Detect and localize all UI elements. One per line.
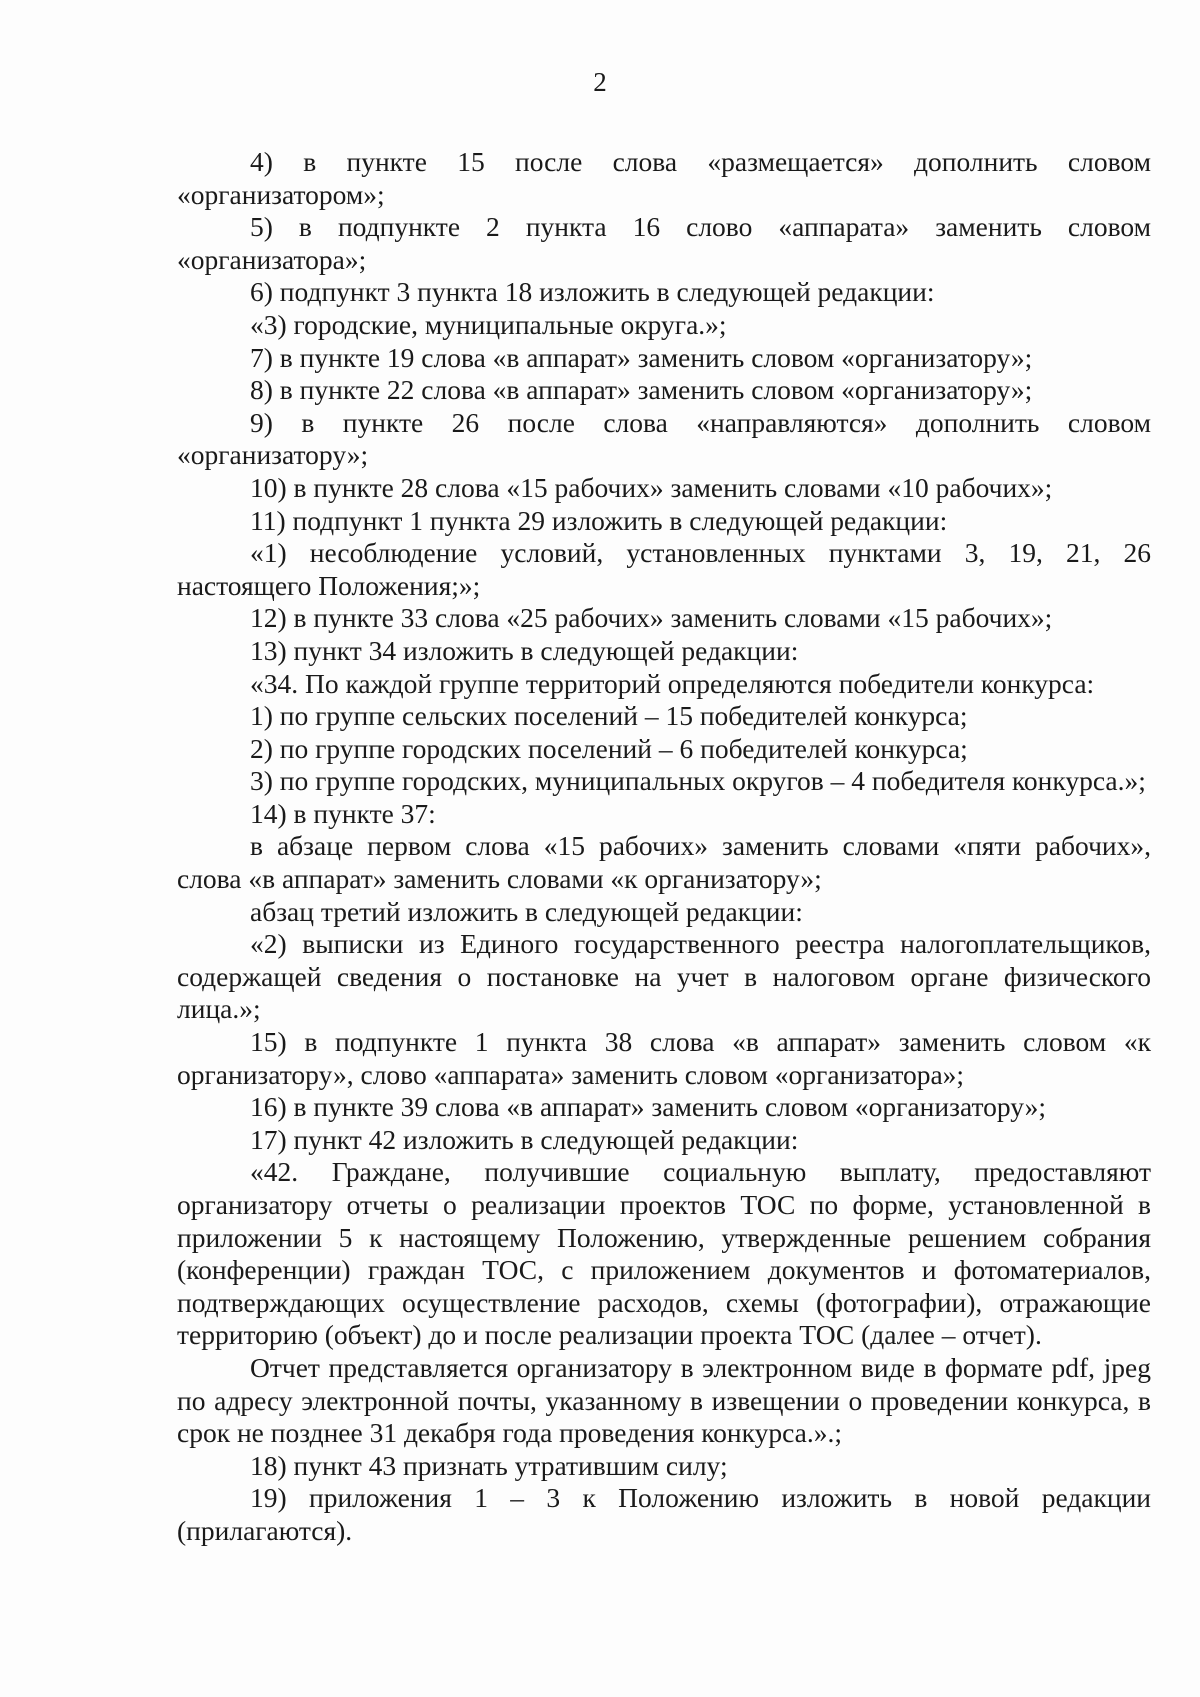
paragraph: «2) выписки из Единого государственного реестра налогоплательщиков, содержащей сведения о постановке на учет в налоговом органе физического лица.»; — [177, 928, 1151, 1025]
paragraph: 3) по группе городских, муниципальных округов – 4 победителя конкурса.»; — [250, 765, 1146, 797]
paragraph: Отчет представляется организатору в электронном виде в формате pdf, jpeg по адресу электронной почты, указанному в извещении о проведении конкурса, в срок не позднее 31 декабря года проведения конкурса.».; — [177, 1351, 1151, 1449]
paragraph: 19) приложения 1 – 3 к Положению изложить в новой редакции (прилагаются). — [177, 1482, 1151, 1546]
paragraph: 14) в пункте 37: — [250, 797, 436, 829]
paragraph: 15) в подпункте 1 пункта 38 слова «в аппарат» заменить словом «к организатору», слово «аппарата» заменить словом «организатора»; — [177, 1026, 1151, 1090]
paragraph: 8) в пункте 22 слова «в аппарат» заменить словом «организатору»; — [250, 374, 1033, 406]
paragraph: в абзаце первом слова «15 рабочих» заменить словами «пяти рабочих», слова «в аппарат» заменить словами «к организатору»; — [177, 830, 1151, 895]
paragraph: 1) по группе сельских поселений – 15 победителей конкурса; — [250, 700, 968, 732]
paragraph: «3) городские, муниципальные округа.»; — [250, 308, 727, 340]
paragraph: «42. Граждане, получившие социальную выплату, предоставляют организатору отчеты о реализации проектов ТОС по форме, установленной в приложении 5 к настоящему Положению, утвержденные решением собрания (конференции) граждан ТОС, с приложением документов и фотоматериалов, подтверждающих осуществление расходов, схемы (фотографии), отражающие территорию (объект) до и после реализации проекта ТОС (далее – отчет). — [177, 1156, 1151, 1351]
page-number: 2 — [593, 67, 607, 97]
paragraph: «34. По каждой группе территорий определяются победители конкурса: — [250, 667, 1095, 699]
document-body — [177, 146, 1151, 1548]
paragraph: 11) подпункт 1 пункта 29 изложить в следующей редакции: — [250, 504, 948, 536]
paragraph: 6) подпункт 3 пункта 18 изложить в следующей редакции: — [250, 276, 935, 308]
paragraph: 18) пункт 43 признать утратившим силу; — [250, 1449, 728, 1481]
paragraph: «1) несоблюдение условий, установленных пунктами 3, 19, 21, 26 настоящего Положения;»; — [177, 537, 1151, 601]
paragraph: 16) в пункте 39 слова «в аппарат» заменить словом «организатору»; — [250, 1091, 1047, 1123]
paragraph: 5) в подпункте 2 пункта 16 слово «аппарата» заменить словом «организатора»; — [177, 211, 1151, 275]
paragraph: 10) в пункте 28 слова «15 рабочих» заменить словами «10 рабочих»; — [250, 471, 1053, 503]
paragraph: 2) по группе городских поселений – 6 победителей конкурса; — [250, 732, 968, 764]
paragraph: абзац третий изложить в следующей редакции: — [250, 895, 803, 927]
paragraph: 9) в пункте 26 после слова «направляются» дополнить словом «организатору»; — [177, 406, 1151, 471]
paragraph: 17) пункт 42 изложить в следующей редакции: — [250, 1123, 799, 1155]
paragraph: 12) в пункте 33 слова «25 рабочих» заменить словами «15 рабочих»; — [250, 602, 1053, 634]
paragraph: 4) в пункте 15 после слова «размещается» дополнить словом «организатором»; — [177, 146, 1151, 210]
paragraph: 7) в пункте 19 слова «в аппарат» заменить словом «организатору»; — [250, 341, 1033, 373]
paragraph: 13) пункт 34 изложить в следующей редакции: — [250, 634, 799, 666]
